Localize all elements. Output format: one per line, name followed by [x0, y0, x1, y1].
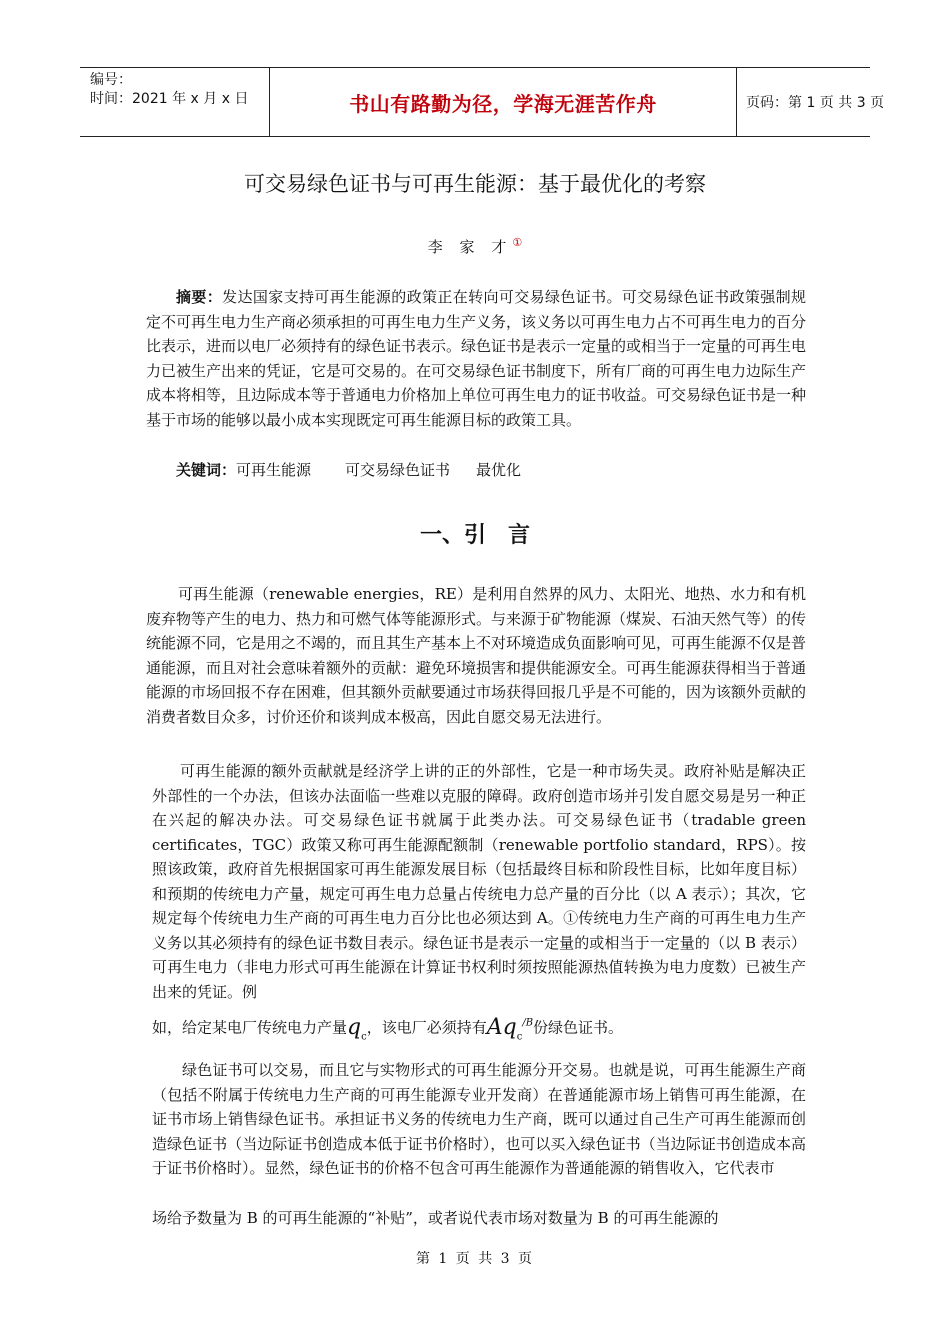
abstract-text: 发达国家支持可再生能源的政策正在转向可交易绿色证书。可交易绿色证书政策强制规定不可再生电力生产商必须承担的可再生电力生产义务，该义务以可再生电力占不可再生电力的百分比表示，进而以电厂必须持有的绿色证书表示。绿色证书是表示一定量的或相当于一定量的可再生电力已被生产出来的凭证，它是可交易的。在可交易绿色证书制度下，所有厂商的可再生电力边际生产成本将相等，且边际成本等于普通电力价格加上单位可再生电力的证书收益。可交易绿色证书是一种基于市场的能够以最小成本实现既定可再生能源目标的政策工具。 [146, 288, 807, 429]
header-number: 编号： [90, 72, 132, 88]
header-meta [80, 68, 270, 136]
paragraph-2: 可再生能源的额外贡献就是经济学上讲的正的外部性，它是一种市场失灵。政府补贴是解决正外部性的一个办法，但该办法面临一些难以克服的障碍。政府创造市场并引发自愿交易是另一种正在兴起的解决办法。可交易绿色证书就属于此类办法。可交易绿色证书（tradable green certificates，TGC）政策又称可再生能源配额制（renewable portfolio standard，RPS）。按照该政策，政府首先根据国家可再生能源发展目标（包括最终目标和阶段性目标，比如年度目标）和预期的传统电力产量，规定可再生电力总量占传统电力总产量的百分比（以 A 表示）；其次，它规定每个传统电力生产商的可再生电力百分比也必须达到 A。①传统电力生产商的可再生电力生产义务以其必须持有的绿色证书数目表示。绿色证书是表示一定量的或相当于一定量的（以 B 表示）可再生电力（非电力形式可再生能源在计算证书权利时须按照能源热值转换为电力度数）已被生产出来的凭证。例 [152, 762, 806, 1001]
keyword-2: 可交易绿色证书 [345, 461, 451, 479]
formula-q: $q_c$ [347, 1015, 367, 1043]
paragraph-1: 可再生能源（renewable energies，RE）是利用自然界的风力、太阳光、地热、水力和有机废弃物等产生的电力、热力和可燃气体等能源形式。与来源于矿物能源（煤炭、石油天然气等）的传统能源不同，它是用之不竭的，而且其生产基本上不对环境造成负面影响可见，可再生能源不仅是普通能源，而且对社会意味着额外的贡献：避免环境损害和提供能源安全。可再生能源获得相当于普通能源的市场回报不存在困难，但其额外贡献要通过市场获得回报几乎是不可能的，因为该额外贡献的消费者数目众多，讨价还价和谈判成本极高，因此自愿交易无法进行。 [146, 585, 807, 726]
formula-aq-over-b: $Aq_c^{/B}$ [486, 1015, 534, 1043]
section-heading: 一、引 言 [419, 523, 530, 548]
keyword-1: 可再生能源 [236, 461, 312, 479]
header-time: 时间：2021 年 x 月 x 日 [90, 91, 249, 107]
author-footnote-mark: ① [512, 236, 523, 249]
keywords [146, 458, 806, 483]
author-line [0, 236, 950, 257]
page-header [80, 67, 885, 137]
paragraph-3: 绿色证书可以交易，而且它与实物形式的可再生能源分开交易。也就是说，可再生能源生产商（包括不附属于传统电力生产商的可再生能源专业开发商）在普通能源市场上销售可再生能源，在证书市场上销售绿色证书。承担证书义务的传统电力生产商，既可以通过自己生产可再生能源而创造绿色证书（当边际证书创造成本低于证书价格时），也可以买入绿色证书（当边际证书创造成本高于证书价格时）。显然，绿色证书的价格不包含可再生能源作为普通能源的销售收入，它代表市 [152, 1061, 806, 1177]
keyword-3: 最优化 [476, 461, 522, 479]
page-footer: 第 1 页 共 3 页 [415, 1251, 535, 1267]
paragraph-2-formula-line: 如，给定某电厂传统电力产量$q_c$，该电厂必须持有$Aq_c^{/B}$份绿色证书。 [152, 1015, 624, 1043]
author-name: 李 家 才 [427, 238, 513, 256]
keywords-label: 关键词： [176, 461, 237, 479]
abstract-label: 摘要： [176, 288, 223, 306]
paragraph-4: 场给予数量为 B 的可再生能源的“补贴”，或者说代表市场对数量为 B 的可再生能源的 [152, 1209, 719, 1227]
header-page-code: 页码：第 1 页 共 3 页 [746, 95, 885, 111]
abstract [146, 285, 806, 432]
header-motto: 书山有路勤为径，学海无涯苦作舟 [349, 91, 657, 116]
document-title: 可交易绿色证书与可再生能源：基于最优化的考察 [244, 172, 706, 196]
header-motto-cell [270, 68, 737, 136]
